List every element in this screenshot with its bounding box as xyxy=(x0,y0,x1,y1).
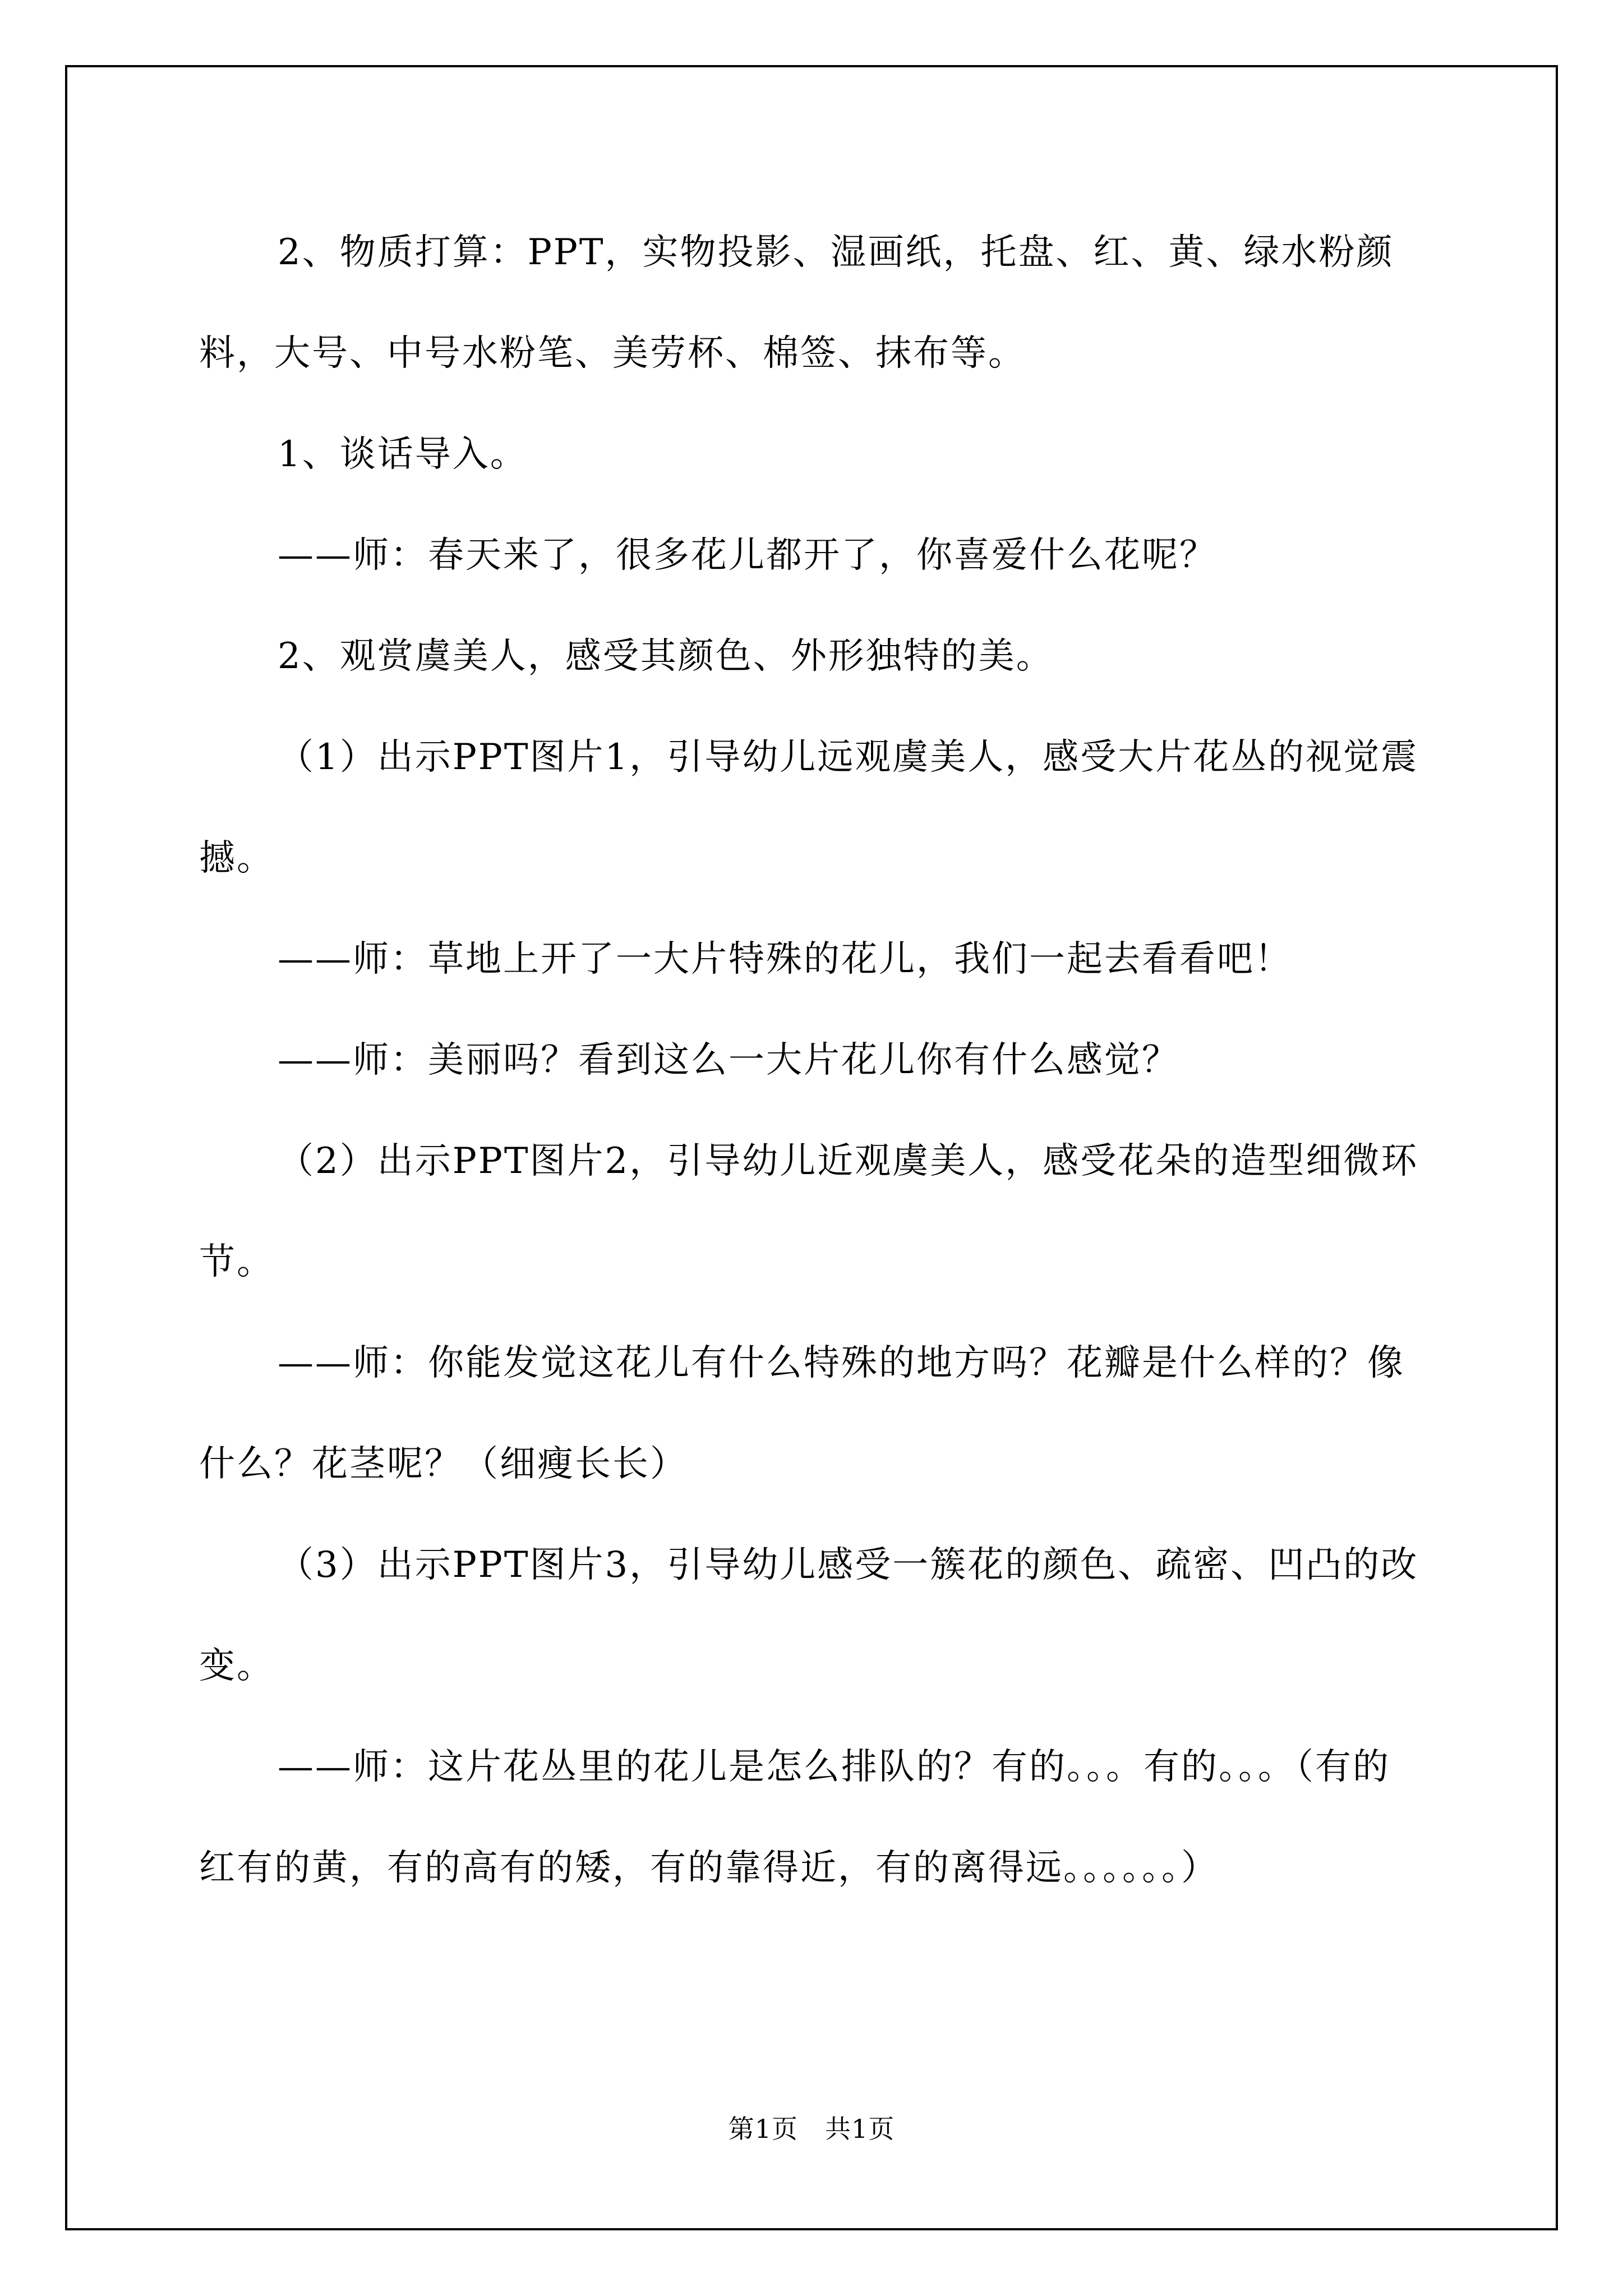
paragraph-step-2: 2、观赏虞美人，感受其颜色、外形独特的美。 xyxy=(278,636,1054,677)
paragraph-substep-3: （3）出示PPT图片3，引导幼儿感受一簇花的颜色、疏密、凹凸的改变。 xyxy=(199,1544,1419,1687)
paragraph-teacher-4: ——师：你能发觉这花儿有什么特殊的地方吗？花瓣是什么样的？像什么？花茎呢？（细瘦长长） xyxy=(199,1342,1405,1485)
current-page-label: 第1页 xyxy=(728,2114,798,2144)
paragraph-materials: 2、物质打算：PPT，实物投影、湿画纸，托盘、红、黄、绿水粉颜料，大号、中号水粉笔、美劳杯、棉签、抹布等。 xyxy=(199,232,1394,374)
page-footer xyxy=(0,2112,1623,2146)
paragraph-substep-1: （1）出示PPT图片1，引导幼儿远观虞美人，感受大片花丛的视觉震撼。 xyxy=(199,737,1419,879)
paragraph-teacher-2: ——师：草地上开了一大片特殊的花儿，我们一起去看看吧！ xyxy=(278,938,1292,980)
paragraph-teacher-3: ——师：美丽吗？看到这么一大片花儿你有什么感觉？ xyxy=(278,1039,1179,1081)
total-pages-label: 共1页 xyxy=(825,2114,895,2144)
paragraph-substep-2: （2）出示PPT图片2，引导幼儿近观虞美人，感受花朵的造型细微环节。 xyxy=(199,1140,1419,1283)
paragraph-step-1: 1、谈话导入。 xyxy=(278,434,528,475)
paragraph-teacher-5: ——师：这片花丛里的花儿是怎么排队的？有的。。。有的。。。（有的红有的黄，有的高有的矮，有的靠得近，有的离得远。。。。。。） xyxy=(199,1746,1390,1889)
document-body xyxy=(199,202,1427,1918)
paragraph-teacher-1: ——师：春天来了，很多花儿都开了，你喜爱什么花呢？ xyxy=(278,535,1217,576)
